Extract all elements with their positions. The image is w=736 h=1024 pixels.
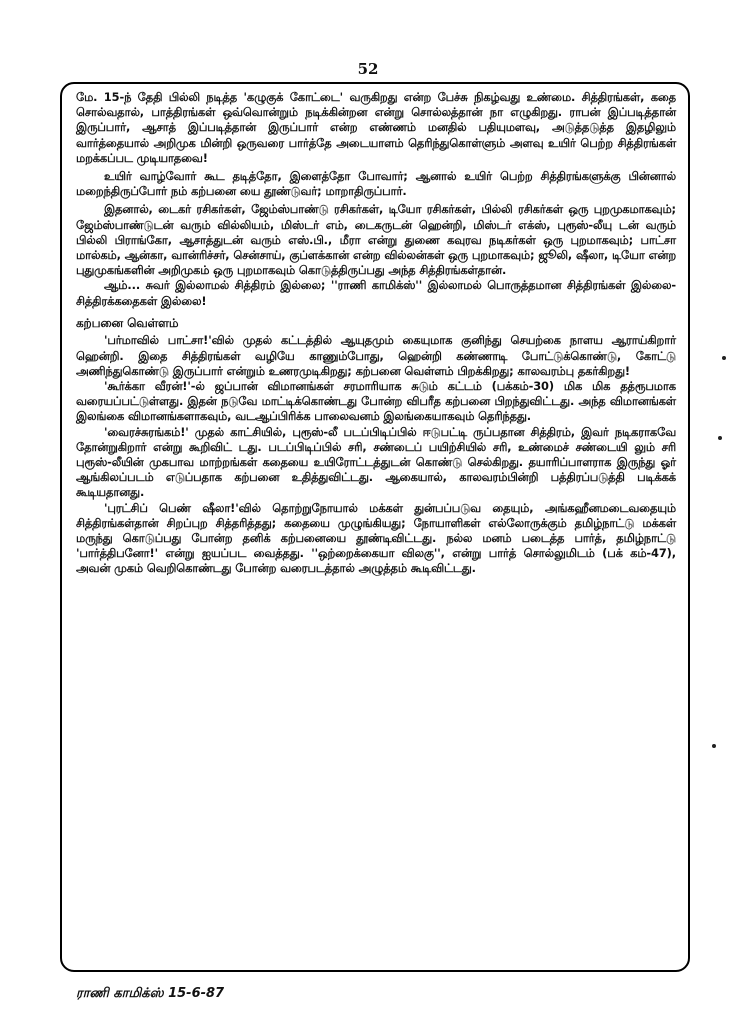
paragraph-burma: 'பர்மாவில் பாட்சா!'வில் முதல் கட்டத்தில் ஆயுதமும் கையுமாக குனிந்து செயற்கை நாளய ஆராய்கிறார் ஹென்றி. இதை சித்திரங்கள் வழியே காணும்போது, ஹென்றி கண்ணாடி போட்டுக்கொண்டு, கோட்டு அணிந்துகொண்டு இருப்பார் என்றும் உணரமுடிகிறது; கற்பனை வெள்ளம் பிறக்கிறது; காலவரம்பு தகர்கிறது!: [76, 333, 676, 378]
paragraph-wall: ஆம்... சுவர் இல்லாமல் சித்திரம் இல்லை; ''ராணி காமிக்ஸ்'' இல்லாமல் பொருத்தமான சித்திரங்கள் இல்லை-சித்திரக்கதைகள் இல்லை!: [76, 278, 676, 308]
paragraph-intro: மே. 15-ந் தேதி பில்லி நடித்த 'கழுகுக் கோட்டை' வருகிறது என்ற பேச்சு நிகழ்வது உண்மை. சித்திரங்கள், கதை சொல்வதால், பாத்திரங்கள் ஒவ்வொன்றும் நடிக்கின்றன என்று சொல்லத்தான் நா எழுகிறது. ராபன் இப்படித்தான் இருப்பார், ஆசாத் இப்படித்தான் இருப்பார் என்ற எண்ணம் மனதில் பதியுமளவு, அடுத்தடுத்த இதழிலும் வார்த்தையால் அறிமுக மின்றி ஒருவரை பார்த்தே அடையாளம் தெரிந்துகொள்ளும் அளவு உயிர் பெற்ற சித்திரங்கள் மறக்கப்பட முடியாதவை!: [76, 90, 676, 165]
article-frame: [60, 82, 690, 972]
paragraph-diamond-mine: 'வைரச்சுரங்கம்!' முதல் காட்சியில், புரூஸ்-லீ படப்பிடிப்பில் ஈடுபட்டி ருப்பதான சித்திரம், இவர் நடிகராகவே தோன்றுகிறார் என்று கூறிவிட் டது. படப்பிடிப்பில் சரி, சண்டைப் பயிற்சியில் சரி, உண்மைச் சண்டையி லும் சரி புரூஸ்-லீயின் முகபாவ மாற்றங்கள் கதையை உயிரோட்டத்துடன் கொண்டு செல்கிறது. தயாரிப்பாளராக இருந்து ஓர் ஆங்கிலப்படம் எடுப்பதாக கற்பனை உதித்துவிட்டது. ஆகையால், காலவரம்பின்றி பத்திரப்படுத்தி படிக்கக் கூடியதானது.: [76, 424, 676, 500]
paragraph-living-beings: உயிர் வாழ்வோர் கூட தடித்தோ, இளைத்தோ போவார்; ஆனால் உயிர் பெற்ற சித்திரங்களுக்கு பின்னால் மறைந்திருப்போர் நம் கற்பனை யை தூண்டுவர்; மாறாதிருப்பார்.: [76, 169, 676, 199]
scan-speck: [718, 436, 722, 440]
paragraph-sheela: 'புரட்சிப் பெண் ஷீலா!'வில் தொற்றுநோயால் மக்கள் துன்பப்படுவ தையும், அங்கஹீனமடைவதையும் சித்திரங்கள்தான் சிறப்புற சித்தரித்தது; கதையை முழுங்கியது; நோயாளிகள் எல்லோருக்கும் தமிழ்நாட்டு மக்கள் மருந்து கொடுப்பது போன்ற தனிக் கற்பனையை தூண்டிவிட்டது. நல்ல மனம் படைத்த பார்த், தமிழ்நாட்டு 'பார்த்திபனோ!' என்று ஐயப்பட வைத்தது. ''ஒற்றைக்கையா விலகு'', என்று பார்த் சொல்லுமிடம் (பக் கம்-47), அவன் முகம் வெறிகொண்டது போன்ற வரைபடத்தால் அழுத்தம் கூடிவிட்டது.: [76, 500, 676, 576]
page-number: 52: [357, 60, 379, 78]
section-heading: கற்பனை வெள்ளம்: [76, 315, 179, 330]
scan-speck: [712, 744, 716, 748]
footer-issue: ராணி காமிக்ஸ் 15-6-87: [76, 986, 225, 1001]
paragraph-gurkha: 'கூர்க்கா வீரன்!'-ல் ஜப்பான் விமானங்கள் சரமாரியாக சுடும் கட்டம் (பக்கம்-30) மிக மிக தத்ரூபமாக வரையப்பட்டுள்ளது. இதன் நடுவே மாட்டிக்கொண்டது போன்ற விபரீத கற்பனை பிறந்துவிட்டது. அந்த விமானங்கள் இலங்கை விமானங்களாகவும், வடஆப்பிரிக்க பாலைவனம் இலங்கையாகவும் தெரிந்தது.: [76, 378, 676, 424]
paragraph-fans: இதனால், டைகர் ரசிகர்கள், ஜேம்ஸ்பாண்டு ரசிகர்கள், டியோ ரசிகர்கள், பில்லி ரசிகர்கள் ஒரு புறமுகமாகவும்; ஜேம்ஸ்பாண்டுடன் வரும் வில்லியம், மிஸ்டர் எம், டைகருடன் ஹென்றி, மிஸ்டர் எக்ஸ், புரூஸ்-லீயு டன் வரும் பில்லி பிராங்கோ, ஆசாத்துடன் வரும் எஸ்.பி., மீரா என்று துணை கவுரவ நடிகர்கள் ஒரு புறமாகவும்; பாட்சா மால்கம், ஆன்கா, வான்ரிச்சர், சென்சாய், குப்ளக்கான் என்ற வில்லன்கள் ஒரு புறமாகவும்; ஜூலி, ஷீலா, டியோ என்ற புதுமுகங்களின் அறிமுகம் ஒரு புறமாகவும் கொடுத்திருப்பது அந்த சித்திரங்கள்தான்.: [76, 202, 676, 278]
scan-speck: [722, 356, 726, 360]
